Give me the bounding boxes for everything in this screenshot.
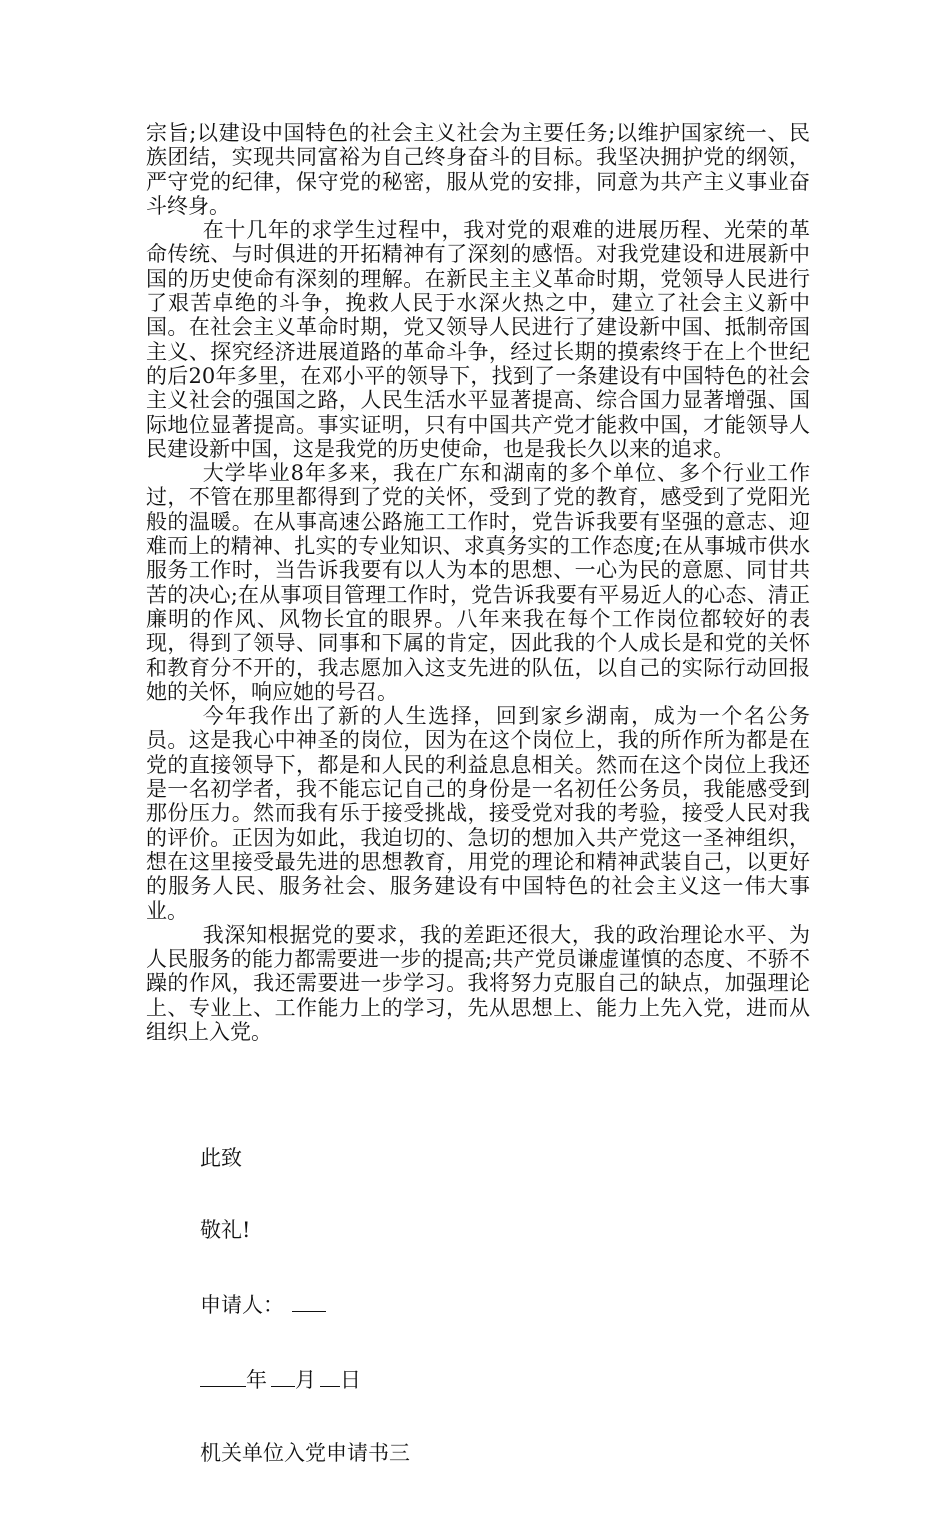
paragraph-work-experience: 大学毕业8年多来，我在广东和湖南的多个单位、多个行业工作过，不管在那里都得到了党的关怀，受到了党的教育，感受到了党阳光般的温暖。在从事高速公路施工工作时，党告诉我要有坚强的意志、迎难而上的精神、扎实的专业知识、求真务实的工作态度;在从事城市供水服务工作时，当告诉我要有以人为本的思想、一心为民的意愿、同甘共苦的决心;在从事项目管理工作时，党告诉我要有平易近人的心态、清正廉明的作风、风物长宜的眼界。八年来我在每个工作岗位都较好的表现，得到了领导、同事和下属的肯定，因此我的个人成长是和党的关怀和教育分不开的，我志愿加入这支先进的队伍，以自己的实际行动回报她的关怀，响应她的号召。 — [146, 461, 810, 704]
paragraph-continuation: 宗旨;以建设中国特色的社会主义社会为主要任务;以维护国家统一、民族团结，实现共同富裕为自己终身奋斗的目标。我坚决拥护党的纲领，严守党的纪律，保守党的秘密，服从党的安排，同意为共产主义事业奋斗终身。 — [146, 121, 810, 218]
month-label: 月 — [295, 1368, 316, 1393]
applicant-name-blank — [292, 1291, 326, 1312]
month-blank — [271, 1366, 295, 1387]
applicant-line — [200, 1291, 410, 1317]
salutation: 此致 — [200, 1145, 242, 1170]
respect-line: 敬礼! — [200, 1218, 251, 1243]
day-label: 日 — [340, 1368, 361, 1393]
next-section-title: 机关单位入党申请书三 — [200, 1441, 410, 1466]
letter-closing — [200, 1097, 410, 1514]
paragraph-civil-servant: 今年我作出了新的人生选择，回到家乡湖南，成为一个名公务员。这是我心中神圣的岗位，因为在这个岗位上，我的所作所为都是在党的直接领导下，都是和人民的利益息息相关。然而在这个岗位上我还是一名初学者，我不能忘记自己的身份是一名初任公务员，我能感受到那份压力。然而我有乐于接受挑战，接受党对我的考验，接受人民对我的评价。正因为如此，我迫切的、急切的想加入共产党这一圣神组织，想在这里接受最先进的思想教育，用党的理论和精神武装自己，以更好的服务人民、服务社会、服务建设有中国特色的社会主义这一伟大事业。 — [146, 704, 810, 923]
date-line — [200, 1366, 410, 1392]
paragraph-study-history: 在十几年的求学生过程中，我对党的艰难的进展历程、光荣的革命传统、与时俱进的开拓精神有了深刻的感悟。对我党建设和进展新中国的历史使命有深刻的理解。在新民主主义革命时期，党领导人民进行了艰苦卓绝的斗争，挽救人民于水深火热之中，建立了社会主义新中国。在社会主义革命时期，党又领导人民进行了建设新中国、抵制帝国主义、探究经济进展道路的革命斗争，经过长期的摸索终于在上个世纪的后20年多里，在邓小平的领导下，找到了一条建设有中国特色的社会主义社会的强国之路，人民生活水平显著提高、综合国力显著增强、国际地位显著提高。事实证明，只有中国共产党才能救中国，才能领导人民建设新中国，这是我党的历史使命，也是我长久以来的追求。 — [146, 218, 810, 461]
year-blank — [200, 1366, 246, 1387]
letter-body — [146, 121, 810, 1044]
year-label: 年 — [246, 1368, 267, 1393]
day-blank — [320, 1366, 340, 1387]
paragraph-self-improvement: 我深知根据党的要求，我的差距还很大，我的政治理论水平、为人民服务的能力都需要进一步的提高;共产党员谦虚谨慎的态度、不骄不躁的作风，我还需要进一步学习。我将努力克服自己的缺点，加强理论上、专业上、工作能力上的学习，先从思想上、能力上先入党，进而从组织上入党。 — [146, 922, 810, 1044]
applicant-label: 申请人： — [200, 1293, 284, 1318]
